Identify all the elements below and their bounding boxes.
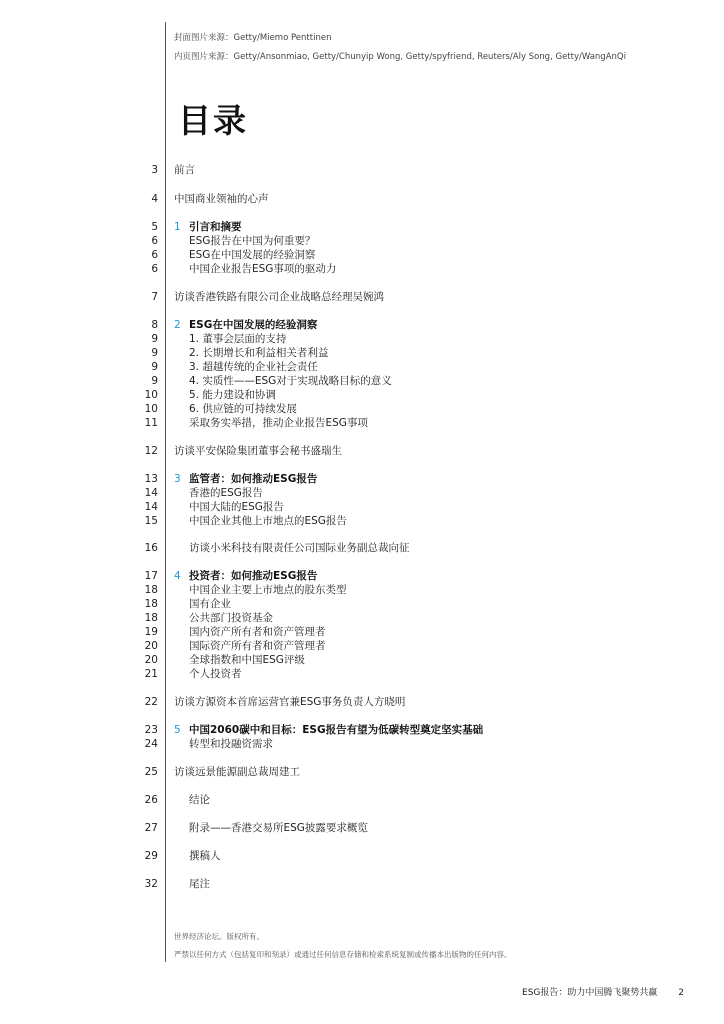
toc-entry-title: 访谈香港铁路有限公司企业战略总经理吴婉鸿 <box>174 291 384 303</box>
toc-entry[interactable] <box>0 318 724 333</box>
toc-entry-title: 5. 能力建设和协调 <box>189 389 276 401</box>
page-title: 目录 <box>178 101 248 140</box>
toc-entry[interactable] <box>0 793 724 808</box>
toc-page-number: 9 <box>151 375 158 387</box>
toc-entry-title: 访谈远景能源副总裁周建工 <box>174 766 300 778</box>
toc-entry[interactable] <box>0 737 724 752</box>
toc-entry-title: ESG报告在中国为何重要？ <box>189 235 316 247</box>
toc-entry-title: ESG在中国发展的经验洞察 <box>189 249 316 261</box>
toc-entry-title: 监管者：如何推动ESG报告 <box>189 473 318 485</box>
toc-entry-title: 4. 实质性——ESG对于实现战略目标的意义 <box>189 375 392 387</box>
toc-entry-title: 中国企业主要上市地点的股东类型 <box>189 584 347 596</box>
toc-entry-title: 采取务实举措，推动企业报告ESG事项 <box>189 417 368 429</box>
toc-entry-title: 投资者：如何推动ESG报告 <box>189 570 318 582</box>
toc-section-number: 2 <box>174 319 181 331</box>
toc-entry-title: 全球指数和中国ESG评级 <box>189 654 305 666</box>
toc-entry-title: 公共部门投资基金 <box>189 612 273 624</box>
toc-page-number: 19 <box>144 626 158 638</box>
toc-page-number: 27 <box>144 822 158 834</box>
toc-entry-title: 中国企业其他上市地点的ESG报告 <box>189 515 347 527</box>
toc-page-number: 14 <box>144 487 158 499</box>
toc-page-number: 18 <box>144 598 158 610</box>
toc-entry[interactable] <box>0 765 724 780</box>
toc-entry[interactable] <box>0 611 724 626</box>
toc-entry-title: 3. 超越传统的企业社会责任 <box>189 361 318 373</box>
toc-entry-title: 香港的ESG报告 <box>189 487 263 499</box>
toc-page-number: 26 <box>144 794 158 806</box>
toc-entry-title: 转型和投融资需求 <box>189 738 273 750</box>
toc-page-number: 11 <box>144 417 158 429</box>
toc-entry-title: 撰稿人 <box>189 850 221 862</box>
toc-page-number: 6 <box>151 249 158 261</box>
toc-entry-title: 尾注 <box>189 878 210 890</box>
toc-entry-title: 访谈方源资本首席运营官兼ESG事务负责人方晓明 <box>174 696 406 708</box>
toc-entry-title: 中国2060碳中和目标：ESG报告有望为低碳转型奠定坚实基础 <box>189 724 484 736</box>
toc-page-number: 18 <box>144 612 158 624</box>
toc-entry-title: 中国大陆的ESG报告 <box>189 501 284 513</box>
toc-page-number: 10 <box>144 403 158 415</box>
toc-entry[interactable] <box>0 374 724 389</box>
toc-page-number: 6 <box>151 263 158 275</box>
toc-section-number: 1 <box>174 221 181 233</box>
toc-entry[interactable] <box>0 444 724 459</box>
toc-page-number: 9 <box>151 361 158 373</box>
toc-entry-title: 2. 长期增长和利益相关者利益 <box>189 347 329 359</box>
toc-entry[interactable] <box>0 583 724 598</box>
toc-page-number: 18 <box>144 584 158 596</box>
toc-entry-title: 国有企业 <box>189 598 231 610</box>
toc-entry[interactable] <box>0 192 724 207</box>
toc-entry[interactable] <box>0 262 724 277</box>
toc-entry[interactable] <box>0 639 724 654</box>
toc-page-number: 24 <box>144 738 158 750</box>
toc-page-number: 5 <box>151 221 158 233</box>
toc-entry-title: 中国商业领袖的心声 <box>174 193 269 205</box>
toc-page-number: 8 <box>151 319 158 331</box>
toc-section-number: 5 <box>174 724 181 736</box>
toc-entry[interactable] <box>0 234 724 249</box>
toc-entry[interactable] <box>0 402 724 417</box>
toc-section-number: 3 <box>174 473 181 485</box>
toc-entry[interactable] <box>0 625 724 640</box>
toc-entry[interactable] <box>0 849 724 864</box>
toc-entry-title: 1. 董事会层面的支持 <box>189 333 287 345</box>
copyright-text: 世界经济论坛。版权所有。 <box>174 932 264 941</box>
toc-page-number: 12 <box>144 445 158 457</box>
toc-page-number: 7 <box>151 291 158 303</box>
toc-entry-title: 6. 供应链的可持续发展 <box>189 403 297 415</box>
page-footer <box>522 985 684 998</box>
cover-image-credit: 封面图片来源：Getty/Miemo Penttinen <box>174 33 332 43</box>
toc-entry[interactable] <box>0 723 724 738</box>
toc-page-number: 10 <box>144 389 158 401</box>
toc-entry-title: 访谈小米科技有限责任公司国际业务副总裁向征 <box>189 542 410 554</box>
toc-page-number: 20 <box>144 654 158 666</box>
toc-entry[interactable] <box>0 416 724 431</box>
toc-entry[interactable] <box>0 695 724 710</box>
toc-entry-title: 国内资产所有者和资产管理者 <box>189 626 326 638</box>
toc-entry-title: 前言 <box>174 164 195 176</box>
toc-page-number: 17 <box>144 570 158 582</box>
toc-entry-title: 访谈平安保险集团董事会秘书盛瑞生 <box>174 445 342 457</box>
toc-entry[interactable] <box>0 388 724 403</box>
toc-entry-title: 中国企业报告ESG事项的驱动力 <box>189 263 337 275</box>
toc-entry[interactable] <box>0 290 724 305</box>
toc-entry[interactable] <box>0 332 724 347</box>
inner-image-credit: 内页图片来源：Getty/Ansonmiao, Getty/Chunyip Wong, Getty/spyfriend, Reuters/Aly Song, Getty/WangAnQi <box>174 52 626 62</box>
toc-page-number: 3 <box>151 164 158 176</box>
toc-page-number: 9 <box>151 333 158 345</box>
toc-page-number: 4 <box>151 193 158 205</box>
toc-page-number: 29 <box>144 850 158 862</box>
toc-entry[interactable] <box>0 346 724 361</box>
toc-page-number: 9 <box>151 347 158 359</box>
toc-page-number: 16 <box>144 542 158 554</box>
toc-page-number: 21 <box>144 668 158 680</box>
toc-entry[interactable] <box>0 514 724 529</box>
toc-page-number: 6 <box>151 235 158 247</box>
toc-entry[interactable] <box>0 220 724 235</box>
toc-entry[interactable] <box>0 877 724 892</box>
toc-page-number: 20 <box>144 640 158 652</box>
toc-entry[interactable] <box>0 569 724 584</box>
toc-page-number: 22 <box>144 696 158 708</box>
toc-page-number: 23 <box>144 724 158 736</box>
toc-page-number: 13 <box>144 473 158 485</box>
toc-entry[interactable] <box>0 653 724 668</box>
toc-entry-title: 结论 <box>189 794 210 806</box>
toc-entry-title: 国际资产所有者和资产管理者 <box>189 640 326 652</box>
toc-entry-title: 引言和摘要 <box>189 221 242 233</box>
toc-entry[interactable] <box>0 597 724 612</box>
toc-page-number: 14 <box>144 501 158 513</box>
toc-entry[interactable] <box>0 472 724 487</box>
image-credits <box>174 32 654 70</box>
toc-entry-title: 附录——香港交易所ESG披露要求概览 <box>189 822 368 834</box>
toc-entry[interactable] <box>0 360 724 375</box>
page-number: 2 <box>678 988 684 998</box>
toc-page-number: 15 <box>144 515 158 527</box>
toc-page-number: 25 <box>144 766 158 778</box>
toc-entry[interactable] <box>0 486 724 501</box>
toc-entry[interactable] <box>0 667 724 682</box>
reproduction-notice: 严禁以任何方式（包括复印和刻录）或通过任何信息存储和检索系统复制或传播本出版物的任何内容。 <box>174 950 512 959</box>
toc-entry[interactable] <box>0 248 724 263</box>
toc-page-number: 32 <box>144 878 158 890</box>
toc-entry-title: 个人投资者 <box>189 668 242 680</box>
toc-entry[interactable] <box>0 541 724 556</box>
toc-entry-title: ESG在中国发展的经验洞察 <box>189 319 318 331</box>
toc-entry[interactable] <box>0 821 724 836</box>
report-title: ESG报告：助力中国腾飞聚势共赢 <box>522 988 658 998</box>
toc-section-number: 4 <box>174 570 181 582</box>
toc-entry[interactable] <box>0 163 724 178</box>
toc-entry[interactable] <box>0 500 724 515</box>
